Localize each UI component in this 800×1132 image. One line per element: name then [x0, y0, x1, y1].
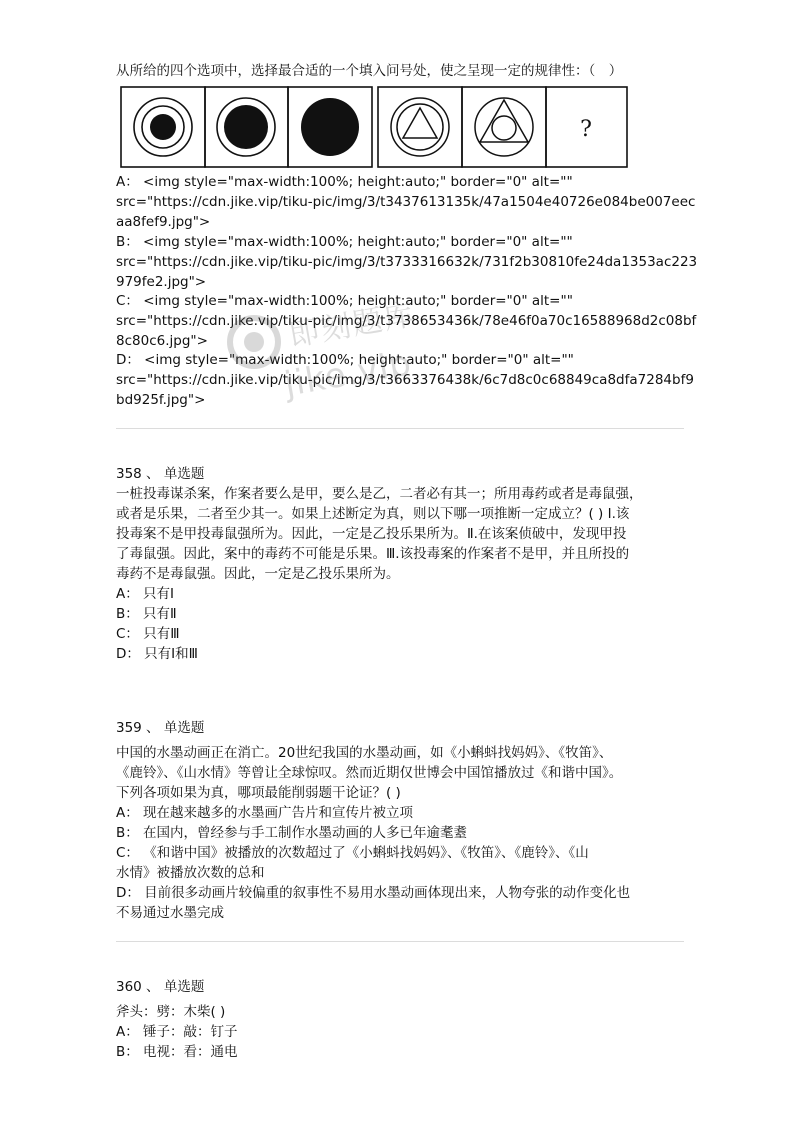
q359-stem-line1: 中国的水墨动画正在消亡。20世纪我国的水墨动画，如《小蝌蚪找妈妈》、《牧笛》、: [116, 745, 613, 761]
q358-stem-line2: 或者是乐果，二者至少其一。如果上述断定为真，则以下哪一项推断一定成立？( ) Ⅰ.该: [116, 506, 630, 522]
q357-option-b-line1: B： <img style="max-width:100%; height:auto;" border="0" alt="": [116, 234, 573, 250]
q360-option-a: A： 锤子：敲：钉子: [116, 1024, 238, 1040]
circle-rings-icon: [134, 98, 192, 156]
q358-stem-line3: 投毒案不是甲投毒鼠强所为。因此，一定是乙投乐果所为。Ⅱ.在该案侦破中，发现甲投: [116, 526, 627, 542]
circle-in-triangle-icon: [475, 98, 533, 156]
figure-question-mark: ?: [580, 117, 592, 142]
q359-option-d-line2: 不易通过水墨完成: [116, 905, 224, 921]
circle-ring-dot-icon: [217, 98, 275, 156]
q358-option-d: D： 只有Ⅰ和Ⅲ: [116, 646, 198, 662]
q357-intro: 从所给的四个选项中，选择最合适的一个填入问号处，使之呈现一定的规律性：（ ）: [116, 63, 623, 79]
watermark-logo-icon: [226, 306, 286, 386]
triangle-in-circle-icon: [391, 98, 449, 156]
q359-option-d-line1: D： 目前很多动画片较偏重的叙事性不易用水墨动画体现出来，人物夸张的动作变化也: [116, 885, 631, 901]
q360-stem: 斧头：劈：木柴( ): [116, 1004, 226, 1020]
q358-stem-line1: 一桩投毒谋杀案，作案者要么是甲，要么是乙，二者必有其一；所用毒药或者是毒鼠强，: [116, 486, 643, 502]
q357-option-d-line2: src="https://cdn.jike.vip/tiku-pic/img/3/t3663376438k/6c7d8c0c68849ca8dfa7284bf9: [116, 372, 694, 388]
watermark: [226, 296, 466, 416]
q357-option-d-line1: D： <img style="max-width:100%; height:auto;" border="0" alt="": [116, 352, 574, 368]
q357-option-c-line1: C： <img style="max-width:100%; height:auto;" border="0" alt="": [116, 293, 573, 309]
q358-option-a: A： 只有Ⅰ: [116, 586, 175, 602]
q357-figure: [120, 86, 628, 168]
q359-header: 359 、 单选题: [116, 720, 205, 736]
q357-option-c-line3: 8c80c6.jpg">: [116, 333, 208, 349]
q360-header: 360 、 单选题: [116, 979, 205, 995]
q358-stem-line4: 了毒鼠强。因此，案中的毒药不可能是乐果。Ⅲ.该投毒案的作案者不是甲，并且所投的: [116, 546, 630, 562]
watermark-text: 即刻题库: [286, 297, 419, 354]
q359-stem-line3: 下列各项如果为真，哪项最能削弱题干论证？( ): [116, 785, 401, 801]
q358-option-c: C： 只有Ⅲ: [116, 626, 180, 642]
q358-header: 358 、 单选题: [116, 466, 205, 482]
q358-stem-line5: 毒药不是毒鼠强。因此，一定是乙投乐果所为。: [116, 566, 400, 582]
q360-option-b: B： 电视：看：通电: [116, 1044, 238, 1060]
q358-option-b: B： 只有Ⅱ: [116, 606, 177, 622]
q359-option-c-line2: 水情》被播放次数的总和: [116, 865, 265, 881]
divider: [116, 428, 684, 429]
solid-circle-icon: [301, 98, 359, 156]
q357-option-c-line2: src="https://cdn.jike.vip/tiku-pic/img/3/t3738653436k/78e46f0a70c16588968d2c08bf: [116, 313, 697, 329]
q357-option-a-line2: src="https://cdn.jike.vip/tiku-pic/img/3/t3437613135k/47a1504e40726e084be007eec: [116, 194, 696, 210]
watermark-domain: jike.vip: [281, 343, 415, 405]
q357-option-a-line1: A： <img style="max-width:100%; height:auto;" border="0" alt="": [116, 174, 573, 190]
q357-option-a-line3: aa8fef9.jpg">: [116, 214, 211, 230]
q359-option-a: A： 现在越来越多的水墨画广告片和宣传片被立项: [116, 805, 414, 821]
q357-option-b-line3: 979fe2.jpg">: [116, 274, 207, 290]
q357-option-d-line3: bd925f.jpg">: [116, 392, 206, 408]
divider: [116, 941, 684, 942]
q359-stem-line2: 《鹿铃》、《山水情》等曾让全球惊叹。然而近期仅世博会中国馆播放过《和谐中国》。: [116, 765, 623, 781]
q357-option-b-line2: src="https://cdn.jike.vip/tiku-pic/img/3/t3733316632k/731f2b30810fe24da1353ac223: [116, 254, 698, 270]
q359-option-c-line1: C： 《和谐中国》被播放的次数超过了《小蝌蚪找妈妈》、《牧笛》、《鹿铃》、《山: [116, 845, 589, 861]
q359-option-b: B： 在国内，曾经参与手工制作水墨动画的人多已年逾耄耋: [116, 825, 468, 841]
